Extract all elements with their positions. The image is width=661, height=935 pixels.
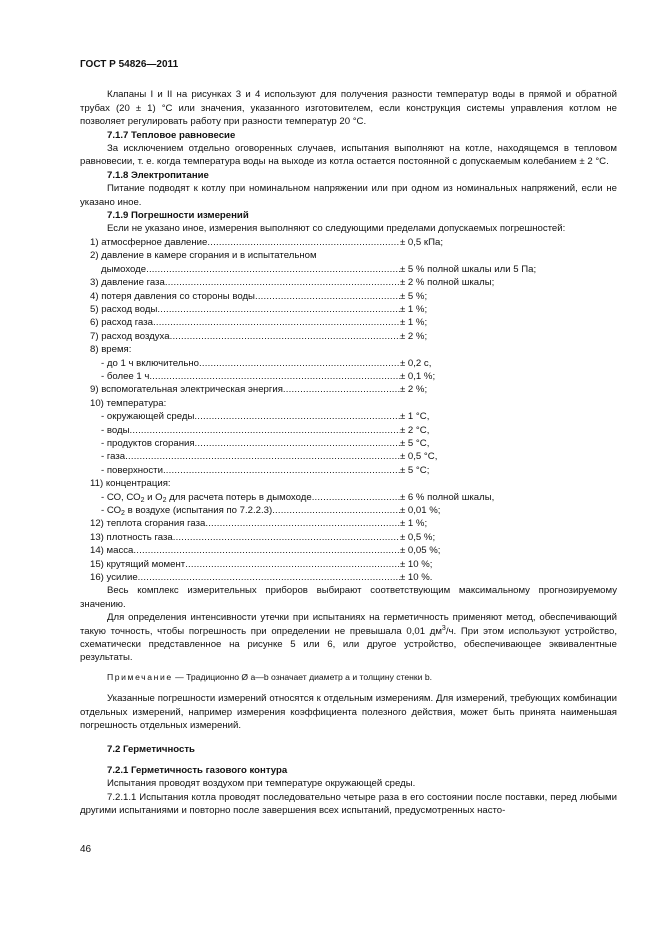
list-item: 10) температура: [90, 397, 167, 409]
dot-leader [170, 330, 400, 343]
dot-leader [129, 424, 400, 437]
list-item: 13) плотность газа ..... ± 0,5 %; [80, 531, 617, 544]
error-limits-list [80, 236, 617, 585]
list-item: 3) давление газа ..... ± 2 % полной шкалы; [80, 276, 617, 289]
dot-leader [153, 316, 400, 329]
dot-leader [195, 437, 400, 450]
dot-leader [283, 383, 400, 396]
section-721-title: 7.2.1 Герметичность газового контура [107, 764, 288, 776]
intro-paragraph: Клапаны I и II на рисунках 3 и 4 используют для получения разности температур воды в прямой и обратной трубах (20 ± 1) °С или значения, указанного изготовителем, если конструкция системы управления котлом не позволяет регулировать работу при разности температур 20 °С. [80, 89, 617, 128]
list-item: - продуктов сгорания ..... ± 5 °С, [80, 437, 617, 450]
paragraph-leak-rate: Для определения интенсивности утечки при испытаниях на герметичность применяют метод, обеспечивающий такую точность, чтобы погрешность при определении не превышала 0,01 $дм^3/ч$. При этом используют устройство, схематически представленное на рисунке 5 или 6, или другое устройство, обеспечивающее эквивалентные результаты. [80, 612, 617, 664]
dot-leader [312, 491, 400, 504]
section-719-title: 7.1.9 Погрешности измерений [107, 210, 249, 222]
list-item: 15) крутящий момент ..... ± 10 %; [80, 558, 617, 571]
dot-leader [125, 450, 400, 463]
section-721-text: Испытания проводят воздухом при температуре окружающей среды. [107, 778, 416, 790]
list-item: 16) усилие ..... ± 10 %. [80, 571, 617, 584]
list-item: 5) расход воды ..... ± 1 %; [80, 303, 617, 316]
list-item: - СО, $СО_2$ и $О_2$ для расчета потерь в дымоходе ..... ± 6 % полной шкалы, [80, 491, 617, 504]
dot-leader [133, 544, 400, 557]
dot-leader [185, 558, 400, 571]
section-72-title: 7.2 Герметичность [107, 743, 195, 755]
list-item: 14) масса ..... ± 0,05 %; [80, 544, 617, 557]
paragraph-instrument-range: Весь комплекс измерительных приборов выбирают соответствующим максимальному прогнозируемому значению. [80, 585, 617, 610]
dot-leader [255, 290, 400, 303]
dot-leader [163, 464, 400, 477]
dot-leader [205, 517, 400, 530]
list-item: 2) давление в камере сгорания и в испытательном [90, 250, 317, 262]
list-item: 9) вспомогательная электрическая энергия ..... ± 2 %; [80, 383, 617, 396]
list-item: - газа ..... ± 0,5 °С, [80, 450, 617, 463]
dot-leader [199, 357, 400, 370]
list-item: 8) время: [90, 344, 132, 356]
list-item: 11) концентрация: [90, 478, 171, 490]
dot-leader [194, 410, 400, 423]
list-item: 7) расход воздуха ..... ± 2 %; [80, 330, 617, 343]
dot-leader [173, 531, 400, 544]
list-item: - до 1 ч включительно ..... ± 0,2 с, [80, 357, 617, 370]
list-item: - более 1 ч. ..... ± 0,1 %; [80, 370, 617, 383]
section-717-title: 7.1.7 Тепловое равновесие [107, 129, 236, 141]
dot-leader [146, 263, 400, 276]
list-item: 4) потеря давления со стороны воды ..... ± 5 %; [80, 290, 617, 303]
list-item: - поверхности ..... ± 5 °С; [80, 464, 617, 477]
list-item: дымоходе ..... ± 5 % полной шкалы или 5 Па; [80, 263, 617, 276]
section-717-text: За исключением отдельно оговоренных случаев, испытания выполняют на котле, находящемся в тепловом равновесии, т. е. когда температура воды на выходе из котла остается постоянной с допускаемым колебанием ± 2 °С. [80, 143, 617, 168]
page-number: 46 [80, 844, 92, 855]
section-718-text: Питание подводят к котлу при номинальном напряжении или при одном из номинальных напряжений, если не указано иное. [80, 183, 617, 208]
list-item: 12) теплота сгорания газа ..... ± 1 %; [80, 517, 617, 530]
dot-leader [157, 303, 400, 316]
note: Примечание — Традиционно Ø a—b означает диаметр a и толщину стенки b. [107, 671, 433, 682]
dot-leader [165, 276, 400, 289]
section-7211-text: 7.2.1.1 Испытания котла проводят последовательно четыре раза в его состоянии после поставки, перед любыми другими испытаниями и повторно после завершения всех испытаний, предусмотренных насто- [80, 791, 617, 817]
section-719-intro: Если не указано иное, измерения выполняют со следующими пределами допускаемых погрешностей: [107, 223, 566, 235]
list-item: 1) атмосферное давление ..... ± 0,5 кПа; [80, 236, 617, 249]
section-718-title: 7.1.8 Электропитание [107, 169, 209, 181]
dot-leader [152, 370, 400, 383]
paragraph-measurement-errors: Указанные погрешности измерений относятся к отдельным измерениям. Для измерений, требующих комбинации отдельных измерений, например измерения коэффициента полезного действия, может быть принята наименьшая погрешность отдельных измерений. [80, 693, 617, 732]
dot-leader [138, 571, 400, 584]
document-header: ГОСТ Р 54826—2011 [80, 59, 179, 70]
page-content [80, 58, 617, 818]
list-item: - окружающей среды ..... ± 1 °С, [80, 410, 617, 423]
dot-leader [272, 504, 400, 517]
list-item: 6) расход газа ..... ± 1 %; [80, 316, 617, 329]
dot-leader [207, 236, 400, 249]
list-item: - $СО_2$ в воздухе (испытания по 7.2.2.3) ..... ± 0,01 %; [80, 504, 617, 517]
list-item: - воды ..... ± 2 °С, [80, 424, 617, 437]
